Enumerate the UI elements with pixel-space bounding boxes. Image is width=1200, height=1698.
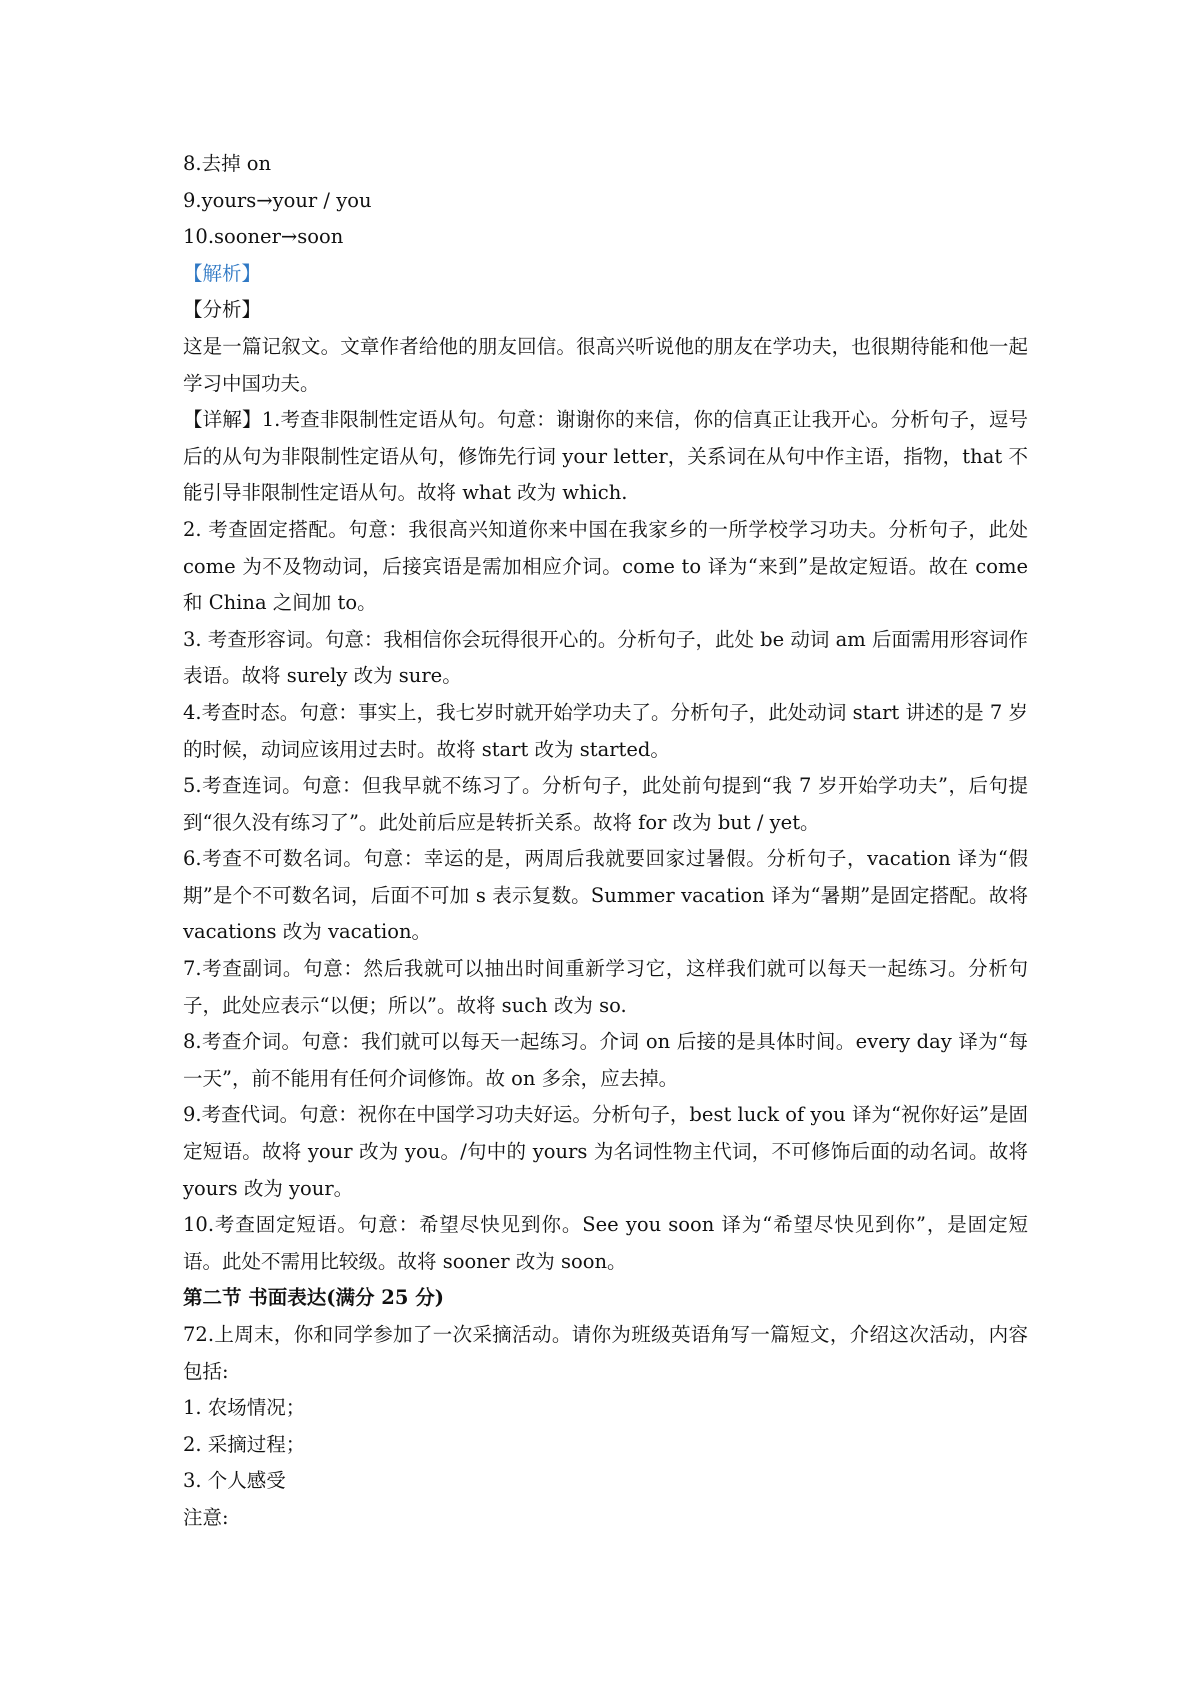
analysis-heading: 【解析】 — [183, 261, 262, 285]
detail-5: 5.考查连词。句意：但我早就不练习了。分析句子，此处前句提到“我 7 岁开始学功夫”，后句提到“很久没有练习了”。此处前后应是转折关系。故将 for 改为 but / yet。 — [183, 774, 1028, 834]
detail-8: 8.考查介词。句意：我们就可以每天一起练习。介词 on 后接的是具体时间。every day 译为“每一天”，前不能用有任何介词修饰。故 on 多余，应去掉。 — [183, 1030, 1028, 1090]
question-72: 72.上周末，你和同学参加了一次采摘活动。请你为班级英语角写一篇短文，介绍这次活动，内容包括: — [183, 1323, 1028, 1383]
note-label: 注意: — [183, 1505, 229, 1529]
detail-9: 9.考查代词。句意：祝你在中国学习功夫好运。分析句子，best luck of you 译为“祝你好运”是固定短语。故将 your 改为 you。/句中的 yours 为名词性物主代词，不可修饰后面的动名词。故将 yours 改为 your。 — [183, 1103, 1028, 1200]
fenxi-heading: 【分析】 — [183, 298, 262, 322]
detail-6: 6.考查不可数名词。句意：幸运的是，两周后我就要回家过暑假。分析句子，vacation 译为“假期”是个不可数名词，后面不可加 s 表示复数。Summer vacation 译为“暑期”是固定搭配。故将 vacations 改为 vacation。 — [183, 847, 1028, 944]
detail-3: 3. 考查形容词。句意：我相信你会玩得很开心的。分析句子，此处 be 动词 am 后面需用形容词作表语。故将 surely 改为 sure。 — [183, 627, 1028, 688]
answer-10: 10.sooner→soon — [183, 225, 344, 249]
detail-10: 10.考查固定短语。句意：希望尽快见到你。See you soon 译为“希望尽快见到你”，是固定短语。此处不需用比较级。故将 sooner 改为 soon。 — [183, 1213, 1028, 1273]
detail-7: 7.考查副词。句意：然后我就可以抽出时间重新学习它，这样我们就可以每天一起练习。分析句子，此处应表示“以便；所以”。故将 such 改为 so. — [183, 957, 1028, 1017]
detail-2: 2. 考查固定搭配。句意：我很高兴知道你来中国在我家乡的一所学校学习功夫。分析句子，此处 come 为不及物动词，后接宾语是需加相应介词。come to 译为“来到”是故定短语。故在 come 和 China 之间加 to。 — [183, 517, 1028, 615]
content-item-3: 3. 个人感受 — [183, 1469, 286, 1493]
document-page — [183, 146, 1028, 1537]
summary-paragraph: 这是一篇记叙文。文章作者给他的朋友回信。很高兴听说他的朋友在学功夫，也很期待能和他一起学习中国功夫。 — [183, 334, 1028, 395]
answer-9: 9.yours→your / you — [183, 188, 372, 212]
section-title: 第二节 书面表达(满分 25 分) — [183, 1286, 444, 1310]
answer-8: 8.去掉 on — [183, 152, 272, 175]
content-item-2: 2. 采摘过程； — [183, 1432, 306, 1456]
detail-4: 4.考查时态。句意：事实上，我七岁时就开始学功夫了。分析句子，此处动词 start 讲述的是 7 岁的时候，动词应该用过去时。故将 start 改为 started。 — [183, 700, 1028, 761]
content-item-1: 1. 农场情况； — [183, 1396, 306, 1420]
detail-1: 【详解】1.考查非限制性定语从句。句意：谢谢你的来信，你的信真正让我开心。分析句子，逗号后的从句为非限制性定语从句，修饰先行词 your letter，关系词在从句中作主语，指物，that 不能引导非限制性定语从句。故将 what 改为 which. — [183, 408, 1028, 505]
